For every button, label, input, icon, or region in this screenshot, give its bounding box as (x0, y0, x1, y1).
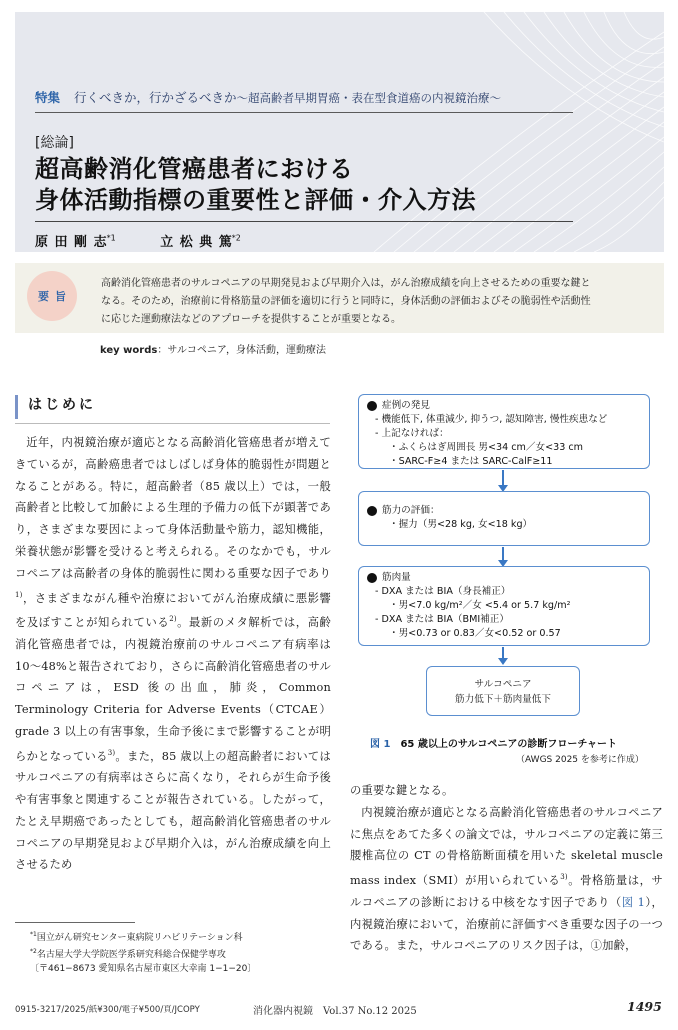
intro-paragraph (15, 432, 331, 876)
flow-box-title: 症例の発見 (382, 400, 430, 411)
diagnosis-flowchart (353, 394, 663, 774)
footnote-text: 名古屋大学大学院医学系研究科総合保健学専攻 (36, 950, 226, 960)
figure-number: 図 1 (370, 739, 391, 750)
footnote-text: 国立がん研究センター東病院リハビリテーション科 (36, 933, 243, 943)
special-subtitle: 〜超高齢者早期胃癌・表在型食道癌の内視鏡治療〜 (236, 91, 502, 105)
text-run: ），内視鏡治療において，治療前に評価すべき重要な因子の一つである。また，サルコペニアのリスク因子は，①加齢， (350, 895, 663, 953)
flow-line: ・男<0.73 or 0.83／女<0.52 or 0.57 (389, 628, 561, 639)
flow-box-strength (358, 491, 650, 546)
footnote-mark: *2 (30, 948, 37, 955)
special-tag: 特集 (35, 90, 61, 105)
text-run: 内視鏡治療が適応となる高齢消化管癌患者のサルコペニアに焦点をあてた多くの論文では，サルコペニアの定義に第三腰椎高位の CT の骨格筋断面積を用いた skeletal muscle mass index（SMI）が用いられている (350, 805, 663, 887)
flow-result-box (426, 666, 580, 716)
flow-line: ・握力（男<28 kg, 女<18 kg） (389, 519, 533, 530)
authors (35, 231, 241, 250)
bullet-icon (367, 506, 377, 516)
flow-box-title: 筋肉量 (382, 572, 411, 583)
footnote-1 (30, 928, 256, 945)
flow-box-header (367, 399, 641, 413)
left-column (15, 395, 330, 419)
footer-journal: 消化器内視鏡 Vol.37 No.12 2025 (253, 1006, 417, 1017)
figure-caption (370, 735, 617, 750)
keywords-terms: サルコペニア，身体活動，運動療法 (167, 345, 327, 356)
footnotes (30, 928, 256, 976)
flow-arrow (502, 647, 504, 659)
special-title: 行くべきか，行かざるべきか (74, 90, 237, 105)
special-feature-line (35, 88, 501, 106)
flow-box-header (367, 504, 641, 518)
divider (35, 112, 573, 113)
abstract-badge: 要旨 (27, 271, 77, 321)
figure-title: 65 歳以上のサルコペニアの診断フローチャート (400, 739, 618, 750)
article-type: [総論] (35, 135, 74, 151)
author-2-mark: *2 (231, 233, 241, 243)
author-2: 立 松 典 篤 (160, 235, 232, 250)
figure-note: （AWGS 2025 を参考に作成） (516, 755, 644, 765)
reference-mark[interactable]: 3) (560, 873, 568, 882)
paragraph (350, 802, 663, 957)
abstract-line: なる。そのため，治療前に骨格筋量の評価を適切に行うと同時に，身体活動の評価およびその脆弱性や活動性 (101, 296, 591, 307)
footnote-mark: *1 (30, 931, 37, 938)
keywords (100, 341, 326, 356)
bullet-icon (367, 573, 377, 583)
abstract-box (15, 263, 664, 333)
footer-issn: 0915-3217/2025/紙¥300/電子¥500/頁/JCOPY (15, 1005, 200, 1015)
text-run: 近年，内視鏡治療が適応となる高齢消化管癌患者が増えてきているが，高齢癌患者ではしばしば身体的脆弱性が問題となることがある。特に，超高齢者（85 歳以上）では，一般高齢者と比較して加齢による生理的予備力の低下が顕著であり，さまざまな要因によって身体活動量や筋力，認知機能，栄養状態が影響を受けると考えられる。そのなかでも，サルコペニアは高齢者の身体的脆弱性に関わる重要な因子であり (15, 436, 331, 580)
author-1: 原 田 剛 志 (35, 235, 107, 250)
text-run: 。骨格筋量は，サルコペニアの診断における中核をなす因子であり（ (350, 873, 663, 909)
flow-result-criteria: 筋力低下＋筋肉量低下 (455, 694, 551, 705)
abstract-line: 高齢消化管癌患者のサルコペニアの早期発見および早期介入は，がん治療成績を向上させるための重要な鍵と (101, 278, 591, 289)
author-1-mark: *1 (106, 233, 116, 243)
text-run: ，さまざまながん種や治療においてがん治療成績に悪影響を及ぼすことが知られている (15, 591, 331, 629)
flow-result-title: サルコペニア (474, 679, 532, 690)
divider (15, 922, 135, 923)
text-run: 。最新のメタ解析では，高齢消化管癌患者では，内視鏡治療前のサルコペニア有病率は 10〜48%と報告されており，さらに高齢消化管癌患者のサルコペニアは，ESD 後の出血，肺炎，Common Terminology Criteria for Adverse Events（CTCAE）grade 3 以上の有害事象，生命予後にまで影響することが明らかとなっている (15, 615, 331, 763)
text-run: 。また，85 歳以上の超高齢者においてはサルコペニアの有病率はさらに高くなり，それらが生命予後や有害事象と関連することが報告されている。したがって，たとえ早期癌であったとしても，超高齢消化管癌患者のサルコペニアの早期発見および早期介入は，がん治療成績を向上させるため (15, 749, 331, 872)
flow-arrow (502, 547, 504, 561)
title-line-1: 超高齢消化管癌患者における (35, 155, 354, 183)
figure-reference-link[interactable]: 図 1 (621, 895, 645, 909)
page-title (35, 154, 476, 216)
right-column-text (350, 780, 663, 957)
footnote-2 (30, 945, 256, 962)
title-line-2: 身体活動指標の重要性と評価・介入方法 (35, 186, 476, 214)
flow-arrow (502, 470, 504, 486)
divider (35, 221, 573, 222)
flow-box-title: 筋力の評価： (382, 505, 440, 516)
divider (15, 423, 330, 424)
flow-line: ・男<7.0 kg/m²／女 <5.4 or 5.7 kg/m² (389, 600, 571, 611)
flow-line: - 機能低下, 体重減少, 抑うつ, 認知障害, 慢性疾患など (375, 414, 608, 425)
flow-line: ・ふくらはぎ周囲長 男<34 cm／女<33 cm (389, 442, 584, 453)
section-title: はじめに (15, 395, 330, 419)
keywords-label: key words (100, 345, 158, 356)
paragraph-continuation: の重要な鍵となる。 (350, 784, 454, 797)
flow-box-case-finding (358, 394, 650, 469)
flow-line: - DXA または BIA（BMI補正） (375, 614, 509, 625)
reference-mark[interactable]: 2) (169, 615, 177, 624)
page-number: 1495 (627, 999, 662, 1014)
flow-line: ・SARC-F≥4 または SARC-CalF≥11 (389, 456, 553, 467)
abstract-line: に応じた運動療法などのアプローチを提供することが重要となる。 (101, 314, 401, 325)
flow-box-header (367, 571, 641, 585)
header-decorative-lines (334, 12, 664, 252)
article-header (15, 12, 664, 252)
reference-mark[interactable]: 1) (15, 590, 23, 599)
reference-mark[interactable]: 3) (107, 748, 116, 757)
footnote-address: 〔〒461−8673 愛知県名古屋市東区大幸南 1−1−20〕 (30, 964, 257, 974)
flow-line: - DXA または BIA（身長補正） (375, 586, 511, 597)
flow-box-muscle-mass (358, 566, 650, 646)
flow-line: - 上記なければ： (375, 428, 449, 439)
bullet-icon (367, 401, 377, 411)
keywords-separator: ： (157, 345, 168, 356)
abstract-text (101, 275, 661, 329)
